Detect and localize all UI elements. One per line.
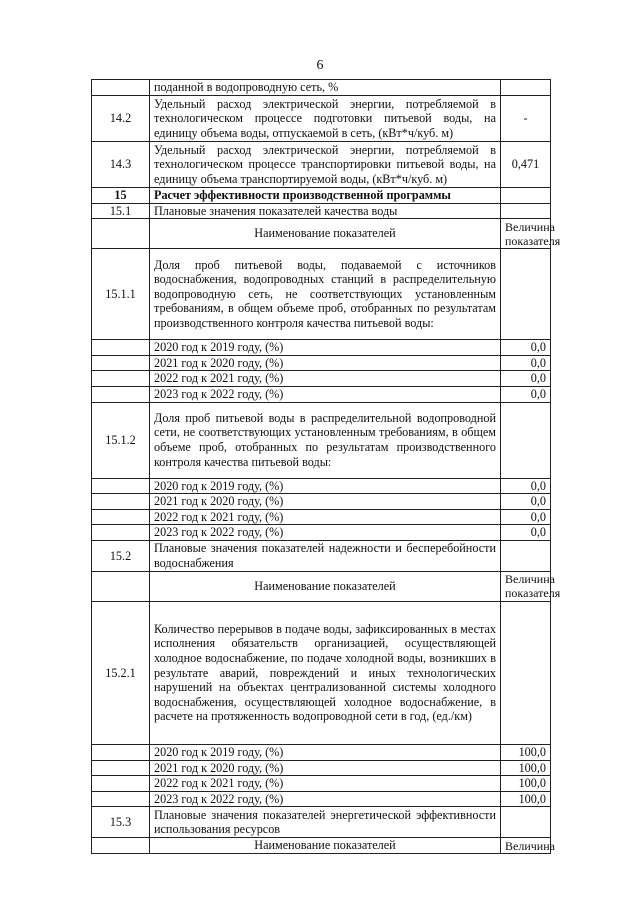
year-row xyxy=(92,386,551,402)
year-value: 100,0 xyxy=(501,791,551,807)
year-row xyxy=(92,760,551,776)
year-value: 0,0 xyxy=(501,509,551,525)
column-header-row xyxy=(92,838,551,854)
header-name: Наименование показателей xyxy=(150,838,501,854)
row-number: 15.3 xyxy=(92,807,150,838)
year-row xyxy=(92,744,551,760)
year-row xyxy=(92,509,551,525)
year-row xyxy=(92,371,551,387)
year-label: 2022 год к 2021 году, (%) xyxy=(150,509,501,525)
section-number: 15 xyxy=(92,188,150,204)
row-text: Удельный расход электрической энергии, потребляемой в технологическом процессе транспортировки питьевой воды, на единицу объема транспортируемой воды, (кВт*ч/куб. м) xyxy=(150,142,501,188)
table-row xyxy=(92,96,551,142)
year-value: 100,0 xyxy=(501,760,551,776)
section-title: Расчет эффективности производственной программы xyxy=(150,188,501,204)
table-row xyxy=(92,249,551,340)
row-number xyxy=(92,80,150,96)
row-text: Плановые значения показателей энергетической эффективности использования ресурсов xyxy=(150,807,501,838)
row-text: Удельный расход электрической энергии, потребляемой в технологическом процессе подготовки питьевой воды, на единицу объема воды, отпускаемой в сеть, (кВт*ч/куб. м) xyxy=(150,96,501,142)
row-number: 15.2.1 xyxy=(92,601,150,744)
year-row xyxy=(92,525,551,541)
row-value: - xyxy=(501,96,551,142)
year-value: 100,0 xyxy=(501,744,551,760)
year-row xyxy=(92,478,551,494)
row-value xyxy=(501,203,551,219)
table-row xyxy=(92,142,551,188)
year-label: 2020 год к 2019 году, (%) xyxy=(150,478,501,494)
row-number: 14.2 xyxy=(92,96,150,142)
table-row xyxy=(92,601,551,744)
year-value: 100,0 xyxy=(501,776,551,792)
year-value: 0,0 xyxy=(501,371,551,387)
row-text: Плановые значения показателей надежности и бесперебойности водоснабжения xyxy=(150,540,501,571)
year-row xyxy=(92,776,551,792)
header-name: Наименование показателей xyxy=(150,571,501,601)
row-number: 15.1.1 xyxy=(92,249,150,340)
year-value: 0,0 xyxy=(501,494,551,510)
year-row xyxy=(92,355,551,371)
year-value: 0,0 xyxy=(501,355,551,371)
year-label: 2020 год к 2019 году, (%) xyxy=(150,744,501,760)
year-label: 2023 год к 2022 году, (%) xyxy=(150,386,501,402)
row-number: 14.3 xyxy=(92,142,150,188)
header-name: Наименование показателей xyxy=(150,219,501,249)
year-label: 2023 год к 2022 году, (%) xyxy=(150,525,501,541)
row-text: Доля проб питьевой воды в распределительной водопроводной сети, не соответствующих установленным требованиям, в общем объеме проб, отобранных по результатам производственного контроля качества питьевой воды: xyxy=(150,402,501,478)
year-value: 0,0 xyxy=(501,478,551,494)
column-header-row xyxy=(92,219,551,249)
year-value: 0,0 xyxy=(501,340,551,356)
row-value: 0,471 xyxy=(501,142,551,188)
year-label: 2022 год к 2021 году, (%) xyxy=(150,776,501,792)
page-number: 6 xyxy=(316,58,324,73)
table-row xyxy=(92,807,551,838)
indicators-table xyxy=(91,79,561,854)
year-value: 0,0 xyxy=(501,525,551,541)
year-row xyxy=(92,494,551,510)
row-value xyxy=(501,80,551,96)
row-text: поданной в водопроводную сеть, % xyxy=(150,80,501,96)
year-label: 2022 год к 2021 году, (%) xyxy=(150,371,501,387)
row-text: Доля проб питьевой воды, подаваемой с источников водоснабжения, водопроводных станций в распределительную водопроводную сеть, не соответствующих установленным требованиям, в общем объеме проб, отобранных по результатам производственного контроля качества питьевой воды: xyxy=(150,249,501,340)
table-row xyxy=(92,540,551,571)
table-row xyxy=(92,402,551,478)
year-value: 0,0 xyxy=(501,386,551,402)
header-value: Величина показателя xyxy=(501,571,551,601)
row-value xyxy=(501,188,551,204)
year-label: 2021 год к 2020 году, (%) xyxy=(150,760,501,776)
row-text: Количество перерывов в подаче воды, зафиксированных в местах исполнения обязательств организацией, осуществляющей холодное водоснабжение, по подаче холодной воды, возникших в результате аварий, повреждений и иных технологических нарушений на объектах централизованной системы холодного водоснабжения, осуществляющей холодное водоснабжение, в расчете на протяженность водопроводной сети в год, (ед./км) xyxy=(150,601,501,744)
year-label: 2023 год к 2022 году, (%) xyxy=(150,791,501,807)
year-label: 2020 год к 2019 году, (%) xyxy=(150,340,501,356)
row-number: 15.2 xyxy=(92,540,150,571)
year-label: 2021 год к 2020 году, (%) xyxy=(150,355,501,371)
table-row xyxy=(92,188,551,204)
year-row xyxy=(92,791,551,807)
year-row xyxy=(92,340,551,356)
year-label: 2021 год к 2020 году, (%) xyxy=(150,494,501,510)
row-number: 15.1.2 xyxy=(92,402,150,478)
header-value: Величина показателя xyxy=(501,219,551,249)
table-row xyxy=(92,80,551,96)
table-row xyxy=(92,203,551,219)
row-text: Плановые значения показателей качества воды xyxy=(150,203,501,219)
header-value: Величина xyxy=(501,838,551,854)
column-header-row xyxy=(92,571,551,601)
row-number: 15.1 xyxy=(92,203,150,219)
